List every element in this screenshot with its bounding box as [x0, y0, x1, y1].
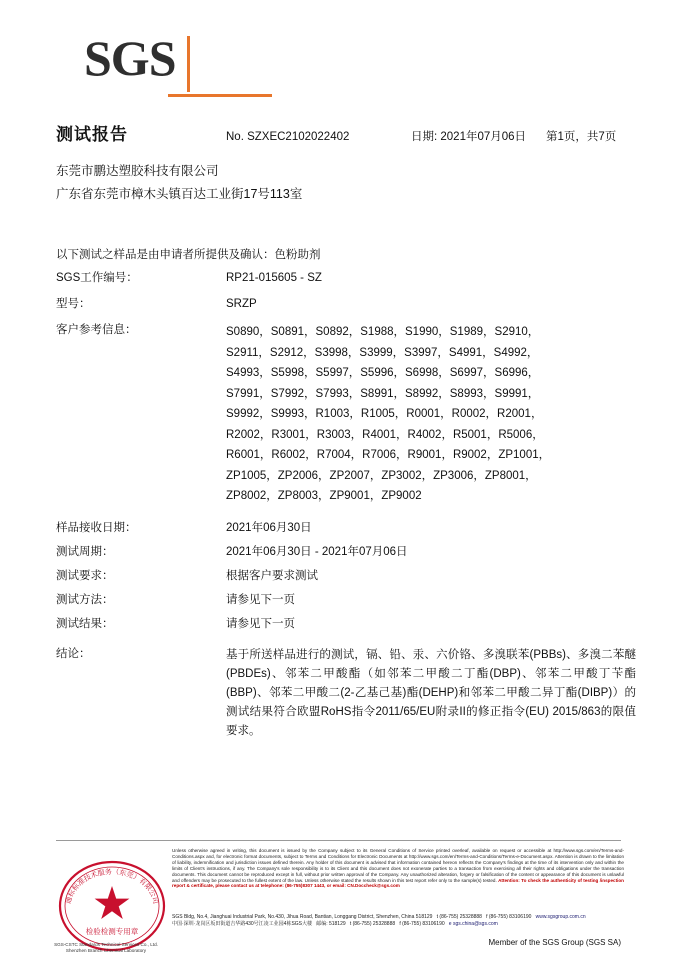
field-value: RP21-015605 - SZ [226, 272, 322, 284]
field-row [56, 270, 636, 287]
field-label: SGS工作编号： [56, 272, 138, 284]
list-item: ZP8002，ZP8003，ZP9001，ZP9002 [226, 490, 422, 502]
client-info [56, 160, 302, 206]
list-item: S7991，S7992，S7993，S8991，S8992，S8993，S9991， [226, 387, 540, 400]
field-row [56, 592, 636, 609]
list-item: R6001，R6002，R7004，R7006，R9001，R9002，ZP1001， [226, 449, 551, 461]
field-value: 2021年06月30日 - 2021年07月06日 [226, 545, 408, 558]
client-address: 广东省东莞市樟木头镇百达工业街17号113室 [56, 187, 303, 201]
field-row [56, 296, 636, 313]
sample-declaration: 以下测试之样品是由申请者所提供及确认：色粉助剂 [56, 249, 321, 261]
tel-en: t (86-755) 25328888 [436, 914, 482, 920]
sgs-logo [84, 30, 204, 92]
conclusion-label: 结论： [56, 647, 91, 660]
field-label: 客户参考信息： [56, 324, 137, 336]
list-item: S0890，S0891，S0892，S1988，S1990，S1989，S2910， [226, 326, 540, 338]
customer-reference-row [56, 322, 636, 507]
list-item: S2911，S2912，S3998，S3999，S3997，S4991，S4992， [226, 346, 539, 359]
field-label: 测试方法： [56, 593, 114, 606]
report-number: No. SZXEC2102022402 [226, 131, 350, 143]
field-label: 测试要求： [56, 569, 114, 582]
sgs-group-member-note: Member of the SGS Group (SGS SA) [488, 938, 621, 947]
fields-table [56, 270, 636, 750]
field-value: 根据客户要求测试 [226, 569, 318, 582]
lab-branch-name: Shenzhen Branch Chemical Laboratory [65, 948, 147, 954]
svg-text:检验检测专用章: 检验检测专用章 [85, 927, 139, 936]
svg-text:通标标准技术服务（东莞）有限公司: 通标标准技术服务（东莞）有限公司 [65, 868, 159, 905]
client-name: 东莞市鹏达塑胶科技有限公司 [56, 164, 219, 178]
field-label: 样品接收日期： [56, 521, 137, 534]
customer-reference-list [226, 322, 636, 507]
footer-divider [56, 840, 621, 841]
address-en: SGS Bldg, No.4, Jianghuai Industrial Park, No.430, Jihua Road, Bantian, Longgang District, Shenzhen, China 518129 [172, 914, 433, 920]
conclusion-text: 基于所送样品进行的测试，镉、铅、汞、六价铬、多溴联苯(PBBs)、多溴二苯醚(PBDEs)、邻苯二甲酸酯（如邻苯二甲酸二丁酯(DBP)、邻苯二甲酸丁苄酯(BBP)、邻苯二甲酸二(2-乙基己基)酯(DEHP)和邻苯二甲酸二异丁酯(DIBP)）的测试结果符合欧盟RoHS指令2011/65/EU附录II的修正指令(EU) 2015/863的限值要求。 [226, 648, 636, 737]
tel-cn: t (86-755) 25328888 [349, 921, 396, 928]
postcode-cn: 邮编: 518129 [316, 921, 346, 928]
authenticity-notice: Attention: To check the authenticity of testing /inspection report & certificate, please contact us at telephone: (86-755)8307 1443, or email: CN.Doccheck@sgs.com [172, 877, 624, 889]
footer-disclaimer [172, 848, 624, 889]
field-label: 型号： [56, 298, 91, 310]
conclusion-row [56, 646, 636, 741]
list-item: S4993，S5998，S5997，S5996，S6998，S6997，S6996， [226, 367, 540, 379]
list-item: R2002，R3001，R3003，R4001，R4002，R5001，R5006， [226, 428, 544, 441]
field-label: 测试周期： [56, 545, 114, 558]
page-counter: 第1页，共7页 [546, 131, 617, 143]
field-value: 请参见下一页 [226, 593, 295, 606]
footer-address-block [172, 914, 624, 929]
lab-entity-label [40, 942, 172, 955]
field-row [56, 568, 636, 585]
field-value: 2021年06月30日 [226, 521, 312, 534]
logo-text: SGS [84, 30, 176, 86]
field-row [56, 616, 636, 633]
field-row [56, 520, 636, 537]
address-row-cn [172, 921, 624, 928]
report-header-row [56, 120, 626, 145]
field-value: SRZP [226, 298, 257, 310]
fax-en: f (86-755) 83106190 [486, 914, 532, 920]
address-cn: 中国·深圳·龙岗区坂田街道吉华路430号江凌工业园4栋SGS大楼 [172, 921, 313, 928]
website-en[interactable]: www.sgsgroup.com.cn [535, 914, 586, 920]
page-title: 测试报告 [56, 125, 128, 144]
report-date: 日期: 2021年07月06日 [411, 131, 527, 143]
fax-cn: f (86-755) 83106190 [399, 921, 445, 928]
field-label: 测试结果： [56, 617, 114, 630]
field-value: 请参见下一页 [226, 617, 295, 630]
list-item: ZP1005，ZP2006，ZP2007，ZP3002，ZP3006，ZP8001， [226, 469, 537, 482]
logo-accent-bar-horizontal [168, 94, 272, 97]
email-cn[interactable]: e sgs.china@sgs.com [448, 921, 498, 928]
field-row [56, 544, 636, 561]
list-item: S9992，S9993，R1003，R1005，R0001，R0002，R2001， [226, 408, 543, 420]
disclaimer-text: Unless otherwise agreed in writing, this document is issued by the Company subject to its General Conditions of Service printed overleaf, available on request or accessible at http://www.sgs.com/en/Terms-and-Conditions.aspx and, for electronic format documents, subject to Terms and Conditions for Electronic Documents at http://www.sgs.com/en/Terms-and-Conditions/Terms-e-Document.aspx. Attention is drawn to the limitation of liability, indemnification and jurisdiction issues defined therein. Any holder of this document is advised that information contained hereon reflects the Company's findings at the time of its intervention only and within the limits of Client's instructions, if any. The Company's sole responsibility is to its Client and this document does not exonerate parties to a transaction from exercising all their rights and obligations under the transaction documents. This document cannot be reproduced except in full, without prior written approval of the Company. Any unauthorized alteration, forgery or falsification of the content or appearance of this document is unlawful and offenders may be prosecuted to the fullest extent of the law. Unless otherwise stated the results shown in this test report refer only to the sample(s) tested. [172, 848, 624, 883]
lab-entity-name: SGS-CSTC Standards Technical Services Co., Ltd. [54, 942, 158, 947]
